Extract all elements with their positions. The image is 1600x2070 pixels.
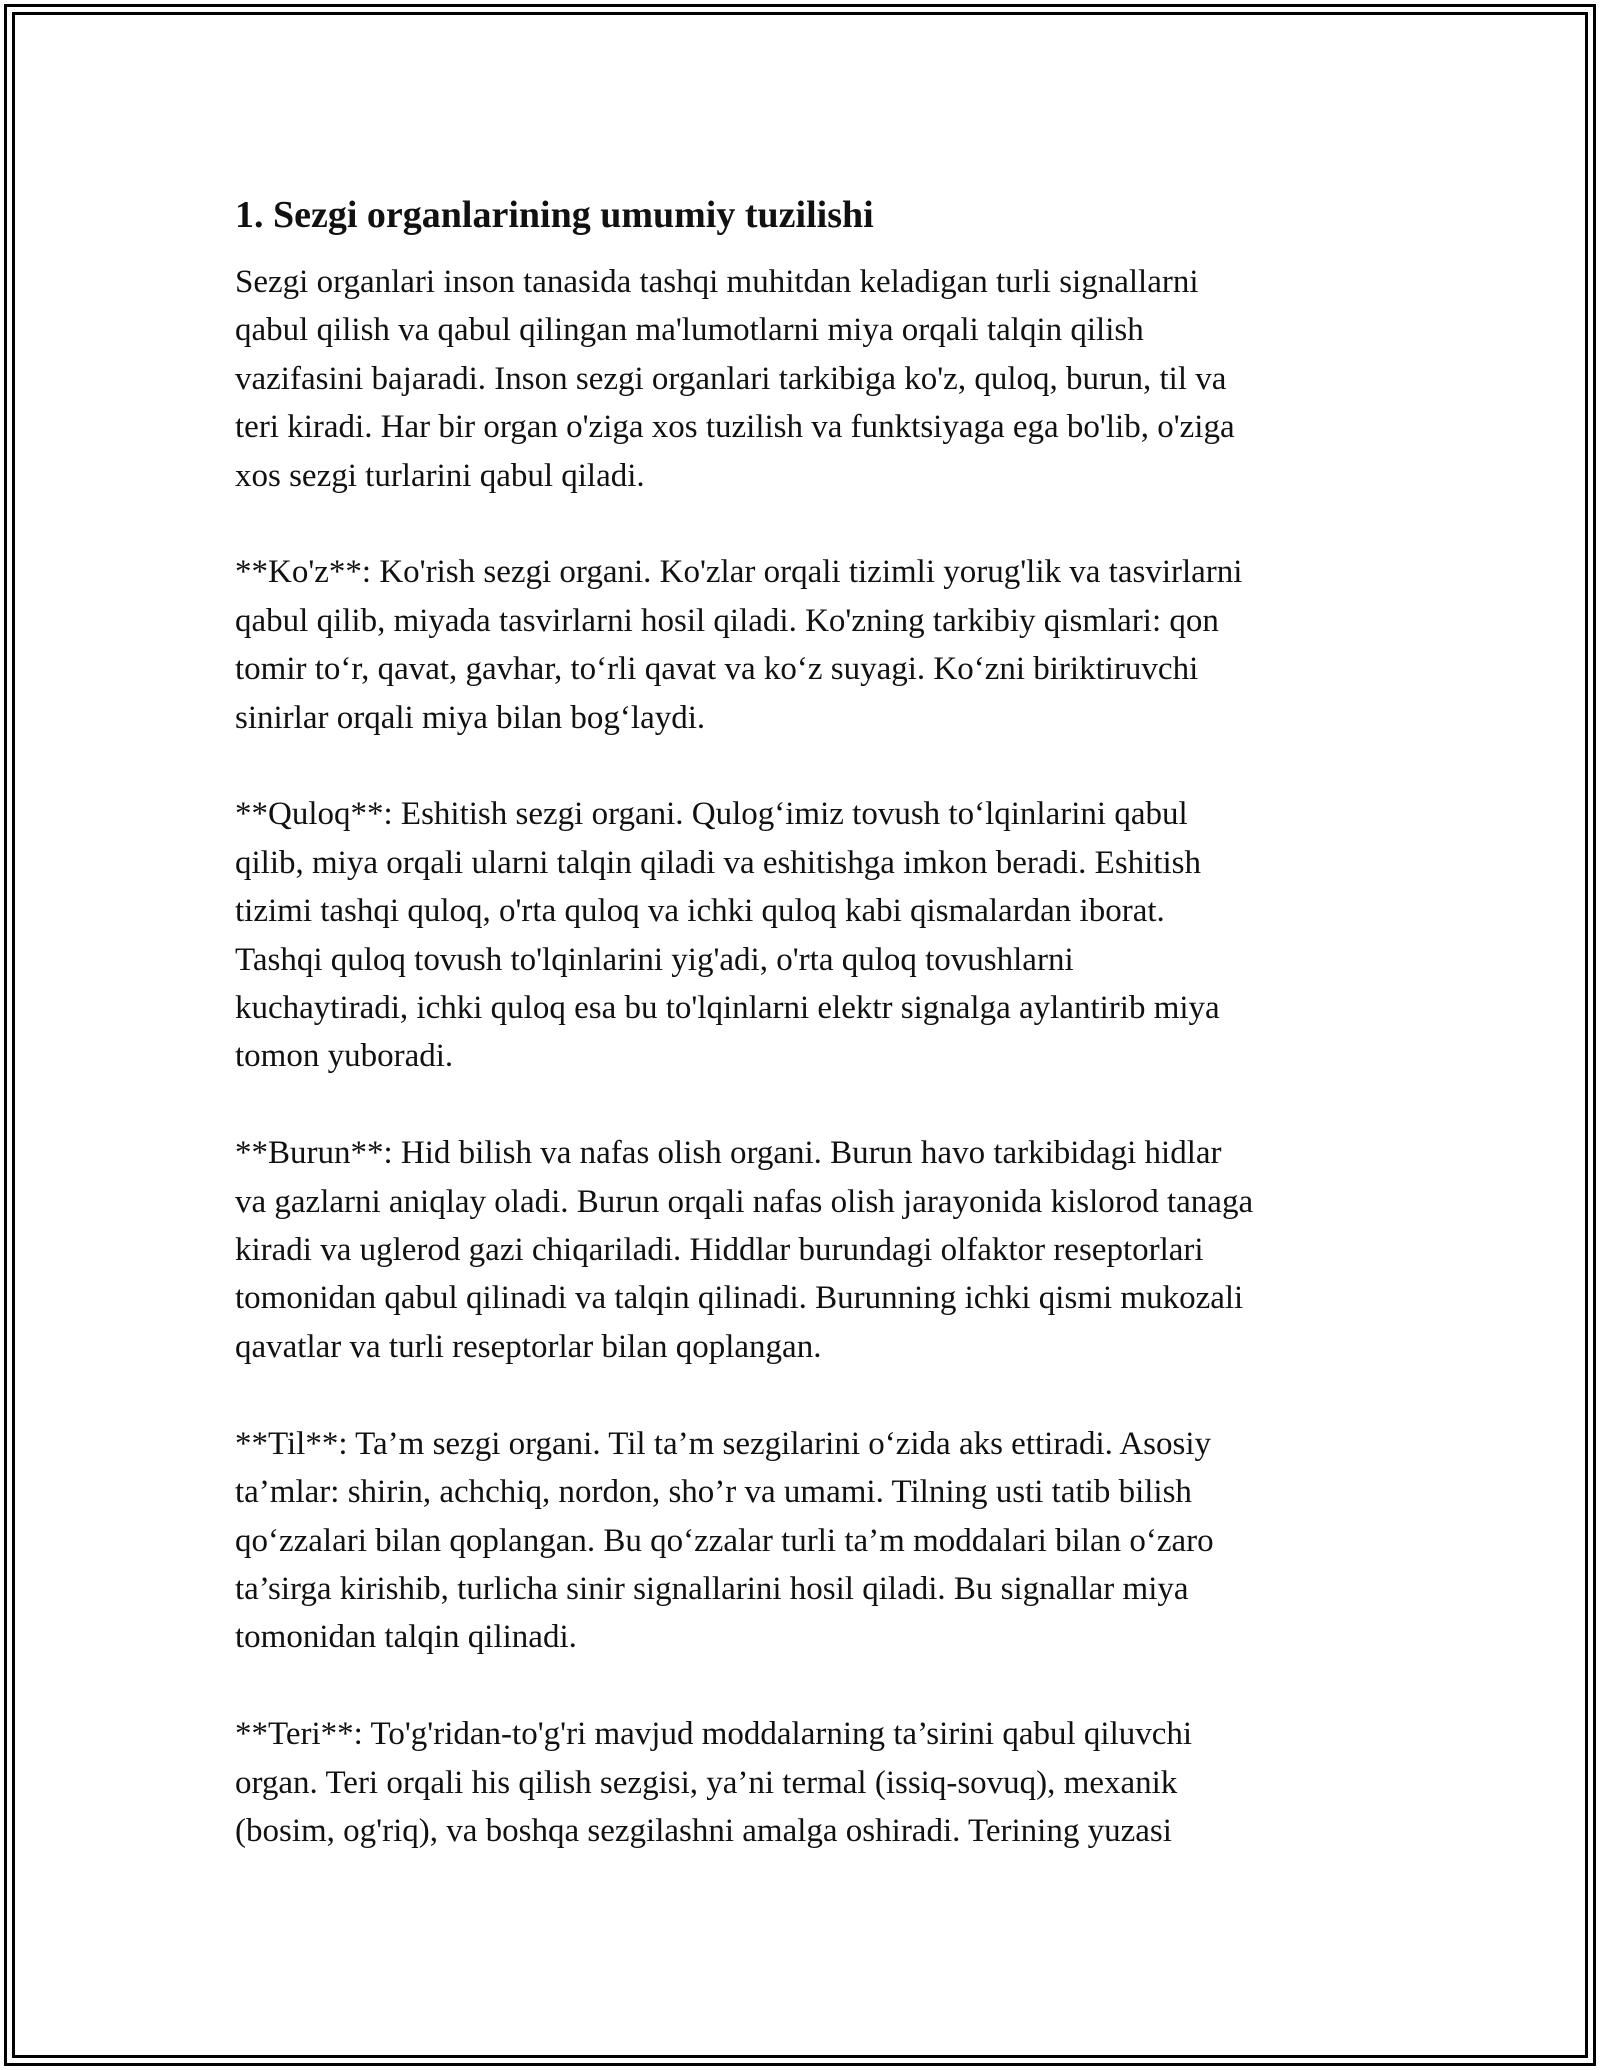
text-line: tomonidan qabul qilinadi va talqin qilinadi. Burunning ichki qismi mukozali bbox=[235, 1280, 1244, 1317]
text-line: xos sezgi turlarini qabul qiladi. bbox=[235, 457, 645, 494]
text-line: qabul qilib, miyada tasvirlarni hosil qiladi. Ko'zning tarkibiy qismlari: qon bbox=[235, 602, 1219, 639]
text-line: qavatlar va turli reseptorlar bilan qoplangan. bbox=[235, 1328, 822, 1365]
text-line: tomonidan talqin qilinadi. bbox=[235, 1619, 577, 1656]
text-line: sinirlar orqali miya bilan bog‘laydi. bbox=[235, 699, 706, 736]
text-line: **Ko'z**: Ko'rish sezgi organi. Ko'zlar orqali tizimli yorug'lik va tasvirlarni bbox=[235, 554, 1243, 591]
paragraph-teri bbox=[235, 1710, 1380, 1855]
text-line: qabul qilish va qabul qilingan ma'lumotlarni miya orqali talqin qilish bbox=[235, 312, 1144, 349]
text-line: **Burun**: Hid bilish va nafas olish organi. Burun havo tarkibidagi hidlar bbox=[235, 1135, 1222, 1172]
text-line: **Teri**: To'g'ridan-to'g'ri mavjud moddalarning ta’sirini qabul qiluvchi bbox=[235, 1716, 1193, 1753]
text-line: organ. Teri orqali his qilish sezgisi, ya’ni termal (issiq-sovuq), mexanik bbox=[235, 1764, 1178, 1801]
text-line: tomon yuboradi. bbox=[235, 1038, 454, 1075]
text-line: Sezgi organlari inson tanasida tashqi muhitdan keladigan turli signallarni bbox=[235, 264, 1199, 300]
text-line: qo‘zzalari bilan qoplangan. Bu qo‘zzalar turli ta’m moddalari bilan o‘zaro bbox=[235, 1522, 1214, 1559]
text-line: teri kiradi. Har bir organ o'ziga xos tuzilish va funktsiyaga ega bo'lib, o'ziga bbox=[235, 409, 1235, 446]
text-line: Tashqi quloq tovush to'lqinlarini yig'adi, o'rta quloq tovushlarni bbox=[235, 941, 1074, 978]
paragraph-til bbox=[235, 1420, 1380, 1662]
section-heading: 1. Sezgi organlarining umumiy tuzilishi bbox=[235, 194, 874, 236]
text-line: tomir to‘r, qavat, gavhar, to‘rli qavat va ko‘z suyagi. Ko‘zni biriktiruvchi bbox=[235, 651, 1199, 688]
document-body bbox=[235, 188, 1380, 1904]
text-line: ta’mlar: shirin, achchiq, nordon, sho’r va umami. Tilning usti tatib bilish bbox=[235, 1474, 1192, 1511]
paragraph-intro bbox=[235, 258, 1380, 500]
text-line: ta’sirga kirishib, turlicha sinir signallarini hosil qiladi. Bu signallar miya bbox=[235, 1570, 1189, 1607]
paragraph-koz bbox=[235, 548, 1380, 742]
text-line: kuchaytiradi, ichki quloq esa bu to'lqinlarni elektr signalga aylantirib miya bbox=[235, 990, 1220, 1027]
paragraph-burun bbox=[235, 1129, 1380, 1371]
text-line: qilib, miya orqali ularni talqin qiladi va eshitishga imkon beradi. Eshitish bbox=[235, 844, 1202, 881]
text-line: (bosim, og'riq), va boshqa sezgilashni amalga oshiradi. Terining yuzasi bbox=[235, 1812, 1172, 1849]
text-line: tizimi tashqi quloq, o'rta quloq va ichki quloq kabi qismalardan iborat. bbox=[235, 893, 1165, 930]
text-line: vazifasini bajaradi. Inson sezgi organlari tarkibiga ko'z, quloq, burun, til va bbox=[235, 360, 1227, 397]
text-line: **Til**: Ta’m sezgi organi. Til ta’m sezgilarini o‘zida aks ettiradi. Asosiy bbox=[235, 1425, 1211, 1462]
text-line: **Quloq**: Eshitish sezgi organi. Qulog‘imiz tovush to‘lqinlarini qabul bbox=[235, 796, 1188, 833]
text-line: va gazlarni aniqlay oladi. Burun orqali nafas olish jarayonida kislorod tanaga bbox=[235, 1183, 1254, 1220]
paragraph-quloq bbox=[235, 790, 1380, 1080]
text-line: kiradi va uglerod gazi chiqariladi. Hiddlar burundagi olfaktor reseptorlari bbox=[235, 1232, 1204, 1269]
